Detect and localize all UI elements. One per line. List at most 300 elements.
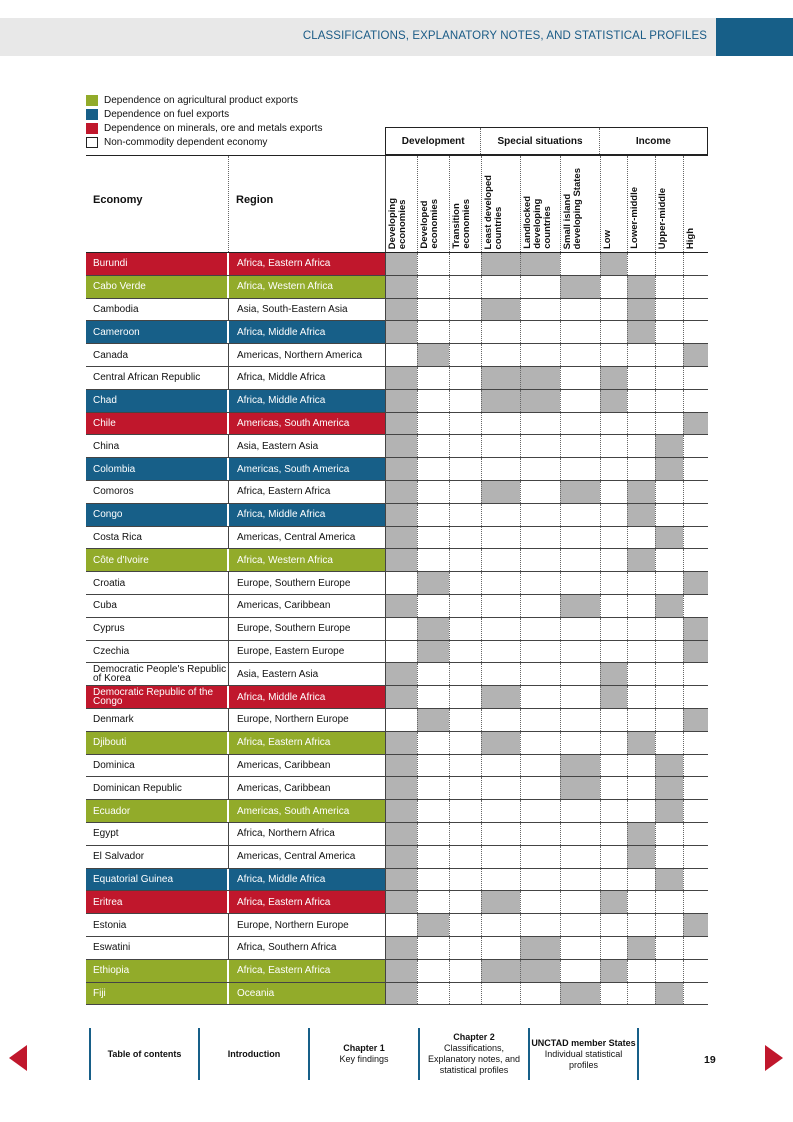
classification-cell <box>385 321 417 343</box>
group-header-income: Income <box>635 135 671 147</box>
classification-cell <box>683 755 708 777</box>
column-separator <box>560 156 561 252</box>
region-cell: Americas, South America <box>228 800 385 822</box>
classification-cell <box>683 413 708 435</box>
classification-cell <box>655 663 683 685</box>
classification-cell <box>655 983 683 1005</box>
economy-cell: Costa Rica <box>86 527 228 549</box>
classification-cell <box>627 663 655 685</box>
classification-cell <box>417 253 449 275</box>
column-label-lower-middle: Lower-middle <box>629 187 640 249</box>
classification-cell <box>385 253 417 275</box>
classification-cell <box>683 709 708 731</box>
classification-cell <box>655 344 683 366</box>
classification-cell <box>560 663 600 685</box>
classification-cell <box>417 595 449 617</box>
region-cell: Africa, Eastern Africa <box>228 732 385 754</box>
classification-cell <box>560 321 600 343</box>
classification-cell <box>481 823 520 845</box>
classification-cell <box>481 755 520 777</box>
classification-cell <box>385 299 417 321</box>
classification-cell <box>600 481 627 503</box>
classification-cell <box>449 367 481 389</box>
economy-cell: Comoros <box>86 481 228 503</box>
classification-cell <box>520 663 560 685</box>
classification-cell <box>627 299 655 321</box>
nav-link-table-of-contents[interactable] <box>91 1028 198 1080</box>
column-separator <box>627 156 628 252</box>
classification-cell <box>627 983 655 1005</box>
classification-cell <box>417 618 449 640</box>
region-cell: Africa, Middle Africa <box>228 321 385 343</box>
classification-cell <box>627 435 655 457</box>
region-cell: Africa, Middle Africa <box>228 504 385 526</box>
region-cell: Americas, Caribbean <box>228 777 385 799</box>
table-row <box>86 458 708 481</box>
classification-cell <box>481 709 520 731</box>
classification-cell <box>417 481 449 503</box>
region-cell: Africa, Middle Africa <box>228 367 385 389</box>
previous-page-arrow-icon[interactable] <box>9 1045 27 1071</box>
table-row <box>86 367 708 390</box>
classification-cell <box>417 686 449 708</box>
classification-cell <box>683 663 708 685</box>
classification-cell <box>481 869 520 891</box>
classification-cell <box>600 663 627 685</box>
classification-cell <box>417 663 449 685</box>
classification-cell <box>520 344 560 366</box>
nav-link-title: Introduction <box>227 1048 281 1059</box>
region-cell: Africa, Eastern Africa <box>228 253 385 275</box>
classification-cell <box>627 777 655 799</box>
classification-cell <box>655 253 683 275</box>
economy-cell: El Salvador <box>86 846 228 868</box>
column-separator <box>385 156 386 252</box>
classification-cell <box>481 549 520 571</box>
column-label-least-developed-countries: Least developed countries <box>483 174 504 249</box>
classification-cell <box>560 435 600 457</box>
classification-cell <box>449 732 481 754</box>
classification-cell <box>655 435 683 457</box>
region-cell: Africa, Eastern Africa <box>228 891 385 913</box>
classification-cell <box>655 891 683 913</box>
nav-link-title: Chapter 2 <box>453 1032 495 1042</box>
classification-cell <box>520 527 560 549</box>
classification-cell <box>627 914 655 936</box>
legend-label: Dependence on fuel exports <box>104 108 230 120</box>
classification-cell <box>481 800 520 822</box>
nav-link-chapter-1[interactable] <box>310 1028 418 1080</box>
classification-cell <box>683 572 708 594</box>
classification-cell <box>417 344 449 366</box>
column-label-high: High <box>685 227 696 249</box>
classification-cell <box>600 960 627 982</box>
classification-cell <box>560 709 600 731</box>
classification-cell <box>600 549 627 571</box>
classification-cell <box>385 960 417 982</box>
economy-cell: Djibouti <box>86 732 228 754</box>
economy-cell: Dominican Republic <box>86 777 228 799</box>
classification-cell <box>655 572 683 594</box>
column-separator <box>417 156 418 252</box>
classification-cell <box>449 709 481 731</box>
classification-cell <box>627 549 655 571</box>
classification-cell <box>627 253 655 275</box>
region-cell: Africa, Middle Africa <box>228 869 385 891</box>
classification-cell <box>627 595 655 617</box>
region-cell: Africa, Eastern Africa <box>228 960 385 982</box>
classification-cell <box>385 914 417 936</box>
table-row <box>86 595 708 618</box>
table-row <box>86 960 708 983</box>
classification-cell <box>449 686 481 708</box>
classification-cell <box>385 344 417 366</box>
classification-cell <box>683 367 708 389</box>
economy-cell: Egypt <box>86 823 228 845</box>
classification-cell <box>385 823 417 845</box>
next-page-arrow-icon[interactable] <box>765 1045 783 1071</box>
classification-cell <box>481 413 520 435</box>
legend-item <box>86 135 322 149</box>
classification-cell <box>449 595 481 617</box>
classification-cell <box>520 458 560 480</box>
region-cell: Africa, Middle Africa <box>228 686 385 708</box>
classification-cell <box>520 413 560 435</box>
classification-cell <box>600 937 627 959</box>
economy-cell: Cambodia <box>86 299 228 321</box>
classification-cell <box>683 937 708 959</box>
classification-cell <box>683 983 708 1005</box>
region-cell: Europe, Northern Europe <box>228 914 385 936</box>
classification-cell <box>560 527 600 549</box>
classification-cell <box>655 960 683 982</box>
classification-cell <box>655 800 683 822</box>
economy-cell: Cabo Verde <box>86 276 228 298</box>
table-row <box>86 435 708 458</box>
classification-cell <box>627 390 655 412</box>
classification-cell <box>481 276 520 298</box>
classification-cell <box>417 960 449 982</box>
classification-cell <box>520 299 560 321</box>
classification-cell <box>520 641 560 663</box>
classification-cell <box>385 641 417 663</box>
classification-cell <box>600 435 627 457</box>
classification-cell <box>520 846 560 868</box>
table-row <box>86 777 708 800</box>
classification-cell <box>385 983 417 1005</box>
classification-cell <box>627 321 655 343</box>
classification-cell <box>560 618 600 640</box>
economy-cell: Canada <box>86 344 228 366</box>
classification-cell <box>627 344 655 366</box>
classification-cell <box>627 641 655 663</box>
classification-cell <box>600 755 627 777</box>
classification-cell <box>417 276 449 298</box>
classification-cell <box>385 869 417 891</box>
classification-cell <box>385 618 417 640</box>
economy-cell: Dominica <box>86 755 228 777</box>
classification-cell <box>683 504 708 526</box>
classification-cell <box>520 914 560 936</box>
classification-cell <box>520 937 560 959</box>
classification-cell <box>683 641 708 663</box>
classification-cell <box>655 276 683 298</box>
classification-cell <box>385 549 417 571</box>
legend-item <box>86 107 322 121</box>
region-cell: Asia, Eastern Asia <box>228 435 385 457</box>
classification-cell <box>560 253 600 275</box>
region-cell: Africa, Western Africa <box>228 549 385 571</box>
table-row <box>86 321 708 344</box>
table-row <box>86 413 708 436</box>
classification-cell <box>683 481 708 503</box>
region-cell: Americas, Caribbean <box>228 595 385 617</box>
classification-cell <box>600 276 627 298</box>
economy-cell: Ecuador <box>86 800 228 822</box>
classification-cell <box>560 549 600 571</box>
classification-cell <box>600 777 627 799</box>
classification-cell <box>417 983 449 1005</box>
table-row <box>86 755 708 778</box>
classification-cell <box>600 823 627 845</box>
classification-cell <box>385 572 417 594</box>
economy-cell: Ethiopia <box>86 960 228 982</box>
classification-cell <box>481 777 520 799</box>
classification-cell <box>481 618 520 640</box>
classification-cell <box>600 572 627 594</box>
classification-cell <box>449 321 481 343</box>
classification-cell <box>627 823 655 845</box>
classification-cell <box>520 618 560 640</box>
table-row <box>86 504 708 527</box>
classification-cell <box>520 572 560 594</box>
table-row <box>86 481 708 504</box>
region-cell: Americas, Northern America <box>228 344 385 366</box>
classification-cell <box>655 458 683 480</box>
classification-cell <box>449 413 481 435</box>
table-row <box>86 618 708 641</box>
classification-cell <box>627 618 655 640</box>
column-separator <box>449 156 450 252</box>
classification-cell <box>520 595 560 617</box>
classification-cell <box>560 299 600 321</box>
nav-link-chapter-2[interactable] <box>420 1028 528 1080</box>
column-group-header <box>385 127 708 155</box>
classification-cell <box>560 777 600 799</box>
classification-cell <box>683 344 708 366</box>
classification-cell <box>560 390 600 412</box>
classification-cell <box>520 732 560 754</box>
classification-cell <box>449 641 481 663</box>
classification-cell <box>520 983 560 1005</box>
classification-cell <box>417 435 449 457</box>
economy-cell: Croatia <box>86 572 228 594</box>
classification-cell <box>655 595 683 617</box>
classification-cell <box>655 549 683 571</box>
table-row <box>86 253 708 276</box>
classification-cell <box>627 732 655 754</box>
header-accent-block <box>716 18 793 56</box>
classification-cell <box>520 253 560 275</box>
classification-cell <box>600 299 627 321</box>
nav-link-introduction[interactable] <box>200 1028 308 1080</box>
classification-cell <box>385 276 417 298</box>
region-cell: Asia, Eastern Asia <box>228 663 385 685</box>
classification-cell <box>655 481 683 503</box>
economy-cell: Burundi <box>86 253 228 275</box>
classification-cell <box>481 458 520 480</box>
classification-cell <box>655 869 683 891</box>
classification-cell <box>600 618 627 640</box>
classification-cell <box>481 390 520 412</box>
classification-cell <box>600 413 627 435</box>
classification-cell <box>385 709 417 731</box>
region-cell: Americas, South America <box>228 458 385 480</box>
column-separator <box>683 156 684 252</box>
classification-cell <box>449 344 481 366</box>
column-header <box>86 155 708 253</box>
nav-link-title: Table of contents <box>107 1048 182 1059</box>
column-label-upper-middle: Upper-middle <box>657 187 668 249</box>
classification-cell <box>520 800 560 822</box>
nav-link-unctad-member-states[interactable] <box>530 1028 637 1080</box>
classification-cell <box>627 481 655 503</box>
classification-cell <box>417 846 449 868</box>
classification-cell <box>627 755 655 777</box>
classification-cell <box>655 686 683 708</box>
classification-cell <box>385 367 417 389</box>
classification-cell <box>481 846 520 868</box>
economy-cell: Eswatini <box>86 937 228 959</box>
classification-cell <box>600 891 627 913</box>
classification-cell <box>627 891 655 913</box>
classification-cell <box>449 777 481 799</box>
classification-cell <box>449 435 481 457</box>
classification-cell <box>481 937 520 959</box>
classification-cell <box>683 276 708 298</box>
region-cell: Asia, South-Eastern Asia <box>228 299 385 321</box>
classification-cell <box>385 390 417 412</box>
classification-cell <box>600 253 627 275</box>
classification-cell <box>655 390 683 412</box>
classification-cell <box>520 686 560 708</box>
classification-cell <box>560 891 600 913</box>
classification-cell <box>481 504 520 526</box>
classification-cell <box>627 686 655 708</box>
classification-cell <box>600 686 627 708</box>
classification-cell <box>683 299 708 321</box>
classification-cell <box>600 458 627 480</box>
classification-cell <box>449 527 481 549</box>
classification-cell <box>560 367 600 389</box>
classification-cell <box>385 458 417 480</box>
classification-cell <box>560 823 600 845</box>
classification-cell <box>560 914 600 936</box>
classification-cell <box>683 527 708 549</box>
table-row <box>86 732 708 755</box>
classification-cell <box>627 458 655 480</box>
region-cell: Oceania <box>228 983 385 1005</box>
classification-cell <box>600 527 627 549</box>
classification-cell <box>683 390 708 412</box>
classification-cell <box>417 914 449 936</box>
classification-cell <box>449 390 481 412</box>
classification-cell <box>481 367 520 389</box>
classification-cell <box>560 504 600 526</box>
classification-cell <box>560 686 600 708</box>
classification-cell <box>683 595 708 617</box>
classification-cell <box>560 937 600 959</box>
classification-cell <box>600 367 627 389</box>
table-row <box>86 686 708 709</box>
table-row <box>86 572 708 595</box>
classification-cell <box>560 869 600 891</box>
classification-cell <box>481 572 520 594</box>
classification-cell <box>481 299 520 321</box>
nav-link-subtitle: Key findings <box>339 1054 389 1064</box>
economy-cell: Czechia <box>86 641 228 663</box>
classification-cell <box>385 686 417 708</box>
legend <box>86 93 322 149</box>
classification-cell <box>655 755 683 777</box>
classification-cell <box>683 321 708 343</box>
classification-cell <box>655 321 683 343</box>
classification-cell <box>655 641 683 663</box>
classification-cell <box>655 823 683 845</box>
column-label-low: Low <box>602 230 613 249</box>
table-row <box>86 299 708 322</box>
classification-cell <box>560 960 600 982</box>
classification-cell <box>481 960 520 982</box>
classification-cell <box>655 504 683 526</box>
region-cell: Africa, Eastern Africa <box>228 481 385 503</box>
classification-cell <box>449 800 481 822</box>
legend-swatch-agri <box>86 95 98 106</box>
classification-cell <box>683 253 708 275</box>
table-row <box>86 549 708 572</box>
classification-cell <box>627 413 655 435</box>
classification-cell <box>683 891 708 913</box>
region-column-header: Region <box>236 194 274 206</box>
classification-cell <box>417 800 449 822</box>
column-separator <box>228 156 229 252</box>
classification-cell <box>449 663 481 685</box>
table-row <box>86 390 708 413</box>
classification-cell <box>417 732 449 754</box>
classification-cell <box>481 527 520 549</box>
classification-cell <box>481 891 520 913</box>
classification-cell <box>683 914 708 936</box>
classification-cell <box>385 846 417 868</box>
classification-cell <box>627 846 655 868</box>
classification-cell <box>417 549 449 571</box>
classification-cell <box>655 732 683 754</box>
classification-cell <box>449 846 481 868</box>
footer-navigation <box>0 1028 793 1080</box>
classification-cell <box>683 846 708 868</box>
region-cell: Americas, Caribbean <box>228 755 385 777</box>
classification-cell <box>655 777 683 799</box>
classification-cell <box>655 709 683 731</box>
column-label-developed-economies: Developed economies <box>419 199 440 249</box>
classification-cell <box>417 504 449 526</box>
classification-cell <box>655 299 683 321</box>
classification-cell <box>600 344 627 366</box>
economy-cell: Chad <box>86 390 228 412</box>
classification-cell <box>520 869 560 891</box>
classification-cell <box>417 641 449 663</box>
classification-cell <box>520 709 560 731</box>
